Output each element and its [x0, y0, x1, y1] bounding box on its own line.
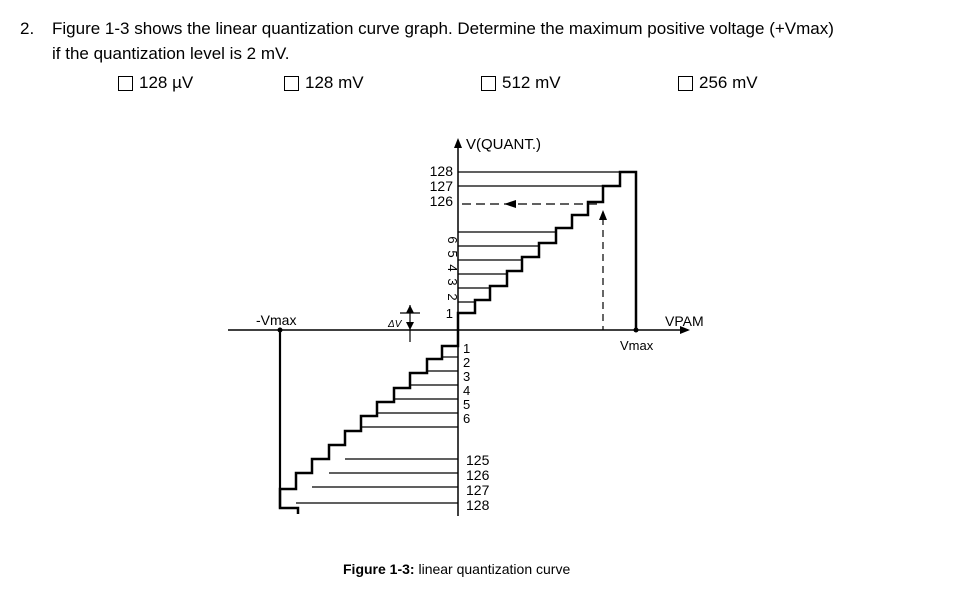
- tick-label: 5: [463, 397, 471, 412]
- tick-label: 6: [445, 236, 460, 244]
- option-3-label: 512 mV: [502, 73, 561, 92]
- tick-label: 2: [445, 293, 460, 301]
- tick-label: 126: [429, 193, 453, 209]
- positive-level-lines: [458, 172, 620, 302]
- delta-v-label: ΔV: [388, 319, 402, 330]
- tick-label: 5: [445, 250, 460, 258]
- tick-label: 2: [463, 355, 471, 370]
- neg-vmax-label: -Vmax: [256, 312, 297, 328]
- question-text-2: if the quantization level is 2 mV.: [52, 44, 290, 63]
- tick-label: 126: [466, 467, 490, 483]
- tick-label: 3: [463, 369, 471, 384]
- option-1-label: 128 µV: [139, 73, 194, 92]
- question-text-1: Figure 1-3 shows the linear quantization curve graph. Determine the maximum positive voltage (+Vmax): [52, 19, 834, 38]
- dashed-up-arrow: [599, 210, 607, 220]
- tick-label: 3: [445, 278, 460, 286]
- tick-label: 4: [463, 383, 471, 398]
- tick-label: 4: [445, 264, 460, 272]
- negative-level-lines: [296, 357, 458, 503]
- caption-text: linear quantization curve: [414, 561, 571, 577]
- question-number: 2.: [20, 19, 35, 38]
- x-axis-label: VPAM: [665, 313, 704, 329]
- caption-prefix: Figure 1-3:: [343, 561, 415, 577]
- tick-label: 127: [429, 178, 453, 194]
- tick-label: 128: [429, 163, 453, 179]
- vmax-dot: [634, 328, 639, 333]
- tick-label: 1: [463, 341, 471, 356]
- neg-vmax-dot: [278, 328, 283, 333]
- y-axis-label: V(QUANT.): [466, 136, 541, 153]
- tick-label: 1: [445, 306, 453, 321]
- figure-caption: [343, 561, 570, 577]
- tick-label: 128: [466, 497, 490, 513]
- option-4-label: 256 mV: [699, 73, 758, 92]
- y-axis-arrow: [454, 138, 462, 148]
- delta-arrow-top: [406, 305, 414, 313]
- tick-label: 127: [466, 482, 490, 498]
- option-2-label: 128 mV: [305, 73, 364, 92]
- delta-arrow-mid: [406, 322, 414, 330]
- tick-label: 125: [466, 452, 490, 468]
- positive-staircase: [458, 172, 636, 330]
- tick-label: 6: [463, 411, 471, 426]
- dashed-left-arrow: [504, 200, 516, 208]
- vmax-label: Vmax: [620, 338, 654, 353]
